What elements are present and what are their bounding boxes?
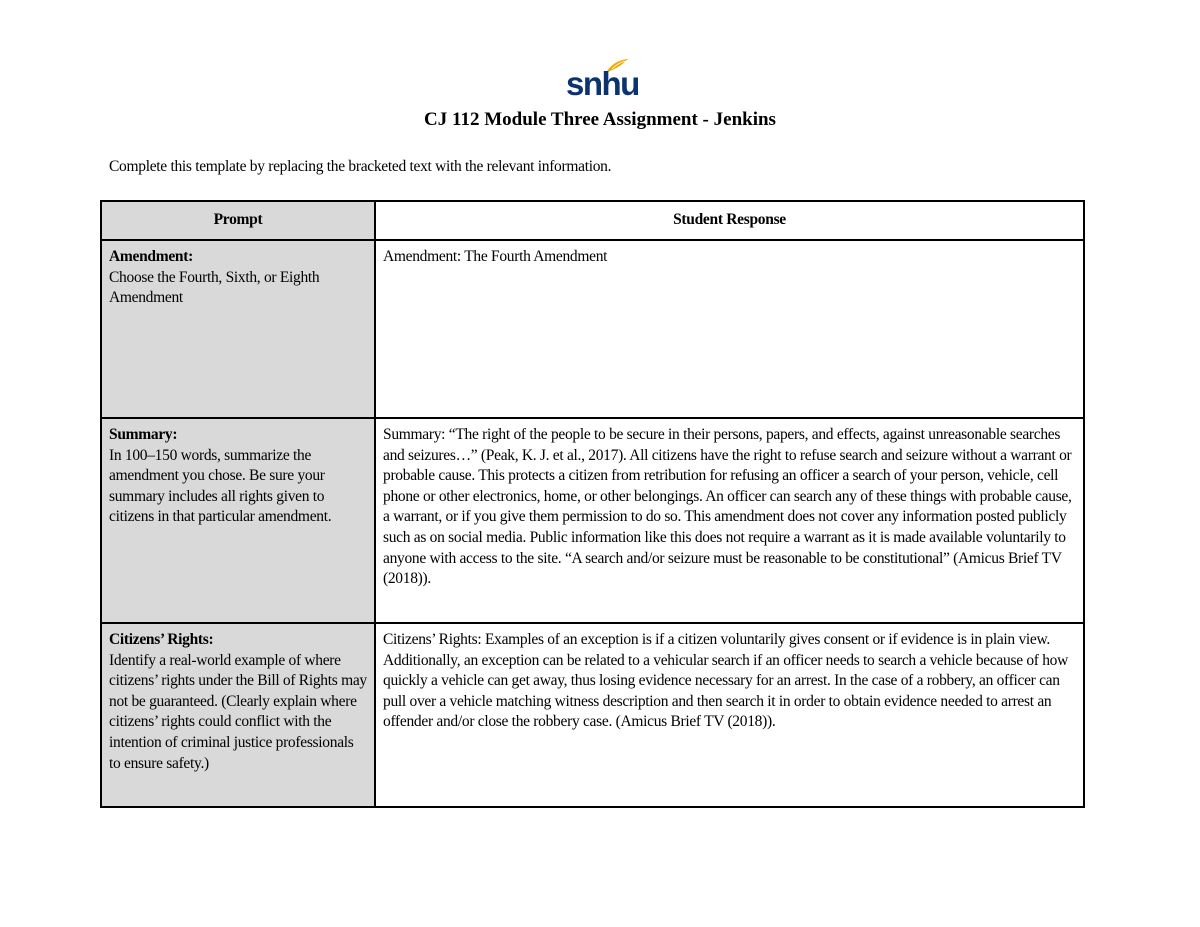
header-student-response: Student Response [375, 201, 1084, 240]
prompt-cell-amendment [101, 240, 375, 418]
template-instructions: Complete this template by replacing the bracketed text with the relevant information. [109, 158, 612, 175]
assignment-table [100, 200, 1085, 808]
table-row [101, 418, 1084, 623]
table-header-row [101, 201, 1084, 240]
prompt-label: Amendment: [109, 248, 193, 265]
prompt-label: Citizens’ Rights: [109, 631, 214, 648]
table-row [101, 240, 1084, 418]
response-cell-citizens-rights[interactable]: Citizens’ Rights: Examples of an exception is if a citizen voluntarily gives consent or if evidence is in plain view. Additionally, an exception can be related to a vehicular search if an officer needs to search a vehicle because of how quickly a vehicle can get away, thus losing evidence necessary for an arrest. In the case of a robbery, an officer can pull over a vehicle matching witness description and then search it in order to obtain evidence needed to arrest an offender and/or close the robbery case. (Amicus Brief TV (2018)). [375, 623, 1084, 807]
prompt-cell-citizens-rights [101, 623, 375, 807]
table-row [101, 623, 1084, 807]
header-prompt: Prompt [101, 201, 375, 240]
response-cell-amendment[interactable]: Amendment: The Fourth Amendment [375, 240, 1084, 418]
prompt-label: Summary: [109, 426, 178, 443]
logo-wordmark: snhu [566, 65, 639, 102]
prompt-text: In 100–150 words, summarize the amendment you chose. Be sure your summary includes all rights given to citizens in that particular amendment. [109, 446, 332, 526]
prompt-text: Identify a real-world example of where citizens’ rights under the Bill of Rights may not be guaranteed. (Clearly explain where citizens’ rights could conflict with the intention of criminal justice professionals to ensure safety.) [109, 651, 367, 772]
prompt-cell-summary [101, 418, 375, 623]
snhu-logo [566, 57, 639, 103]
response-cell-summary[interactable]: Summary: “The right of the people to be secure in their persons, papers, and effects, against unreasonable searches and seizures…” (Peak, K. J. et al., 2017). All citizens have the right to refuse search and seizure without a warrant or probable cause. This protects a citizen from retribution for refusing an officer a search of your person, vehicle, cell phone or other electronics, home, or other belongings. An officer can search any of these things with probable cause, a warrant, or if you give them permission to do so. This amendment does not cover any information posted publicly such as on social media. Public information like this does not require a warrant as it is made available voluntarily to anyone with access to the site. “A search and/or seizure must be reasonable to be constitutional” (Amicus Brief TV (2018)). [375, 418, 1084, 623]
prompt-text: Choose the Fourth, Sixth, or Eighth Amendment [109, 268, 320, 307]
document-title: CJ 112 Module Three Assignment - Jenkins [424, 109, 776, 130]
